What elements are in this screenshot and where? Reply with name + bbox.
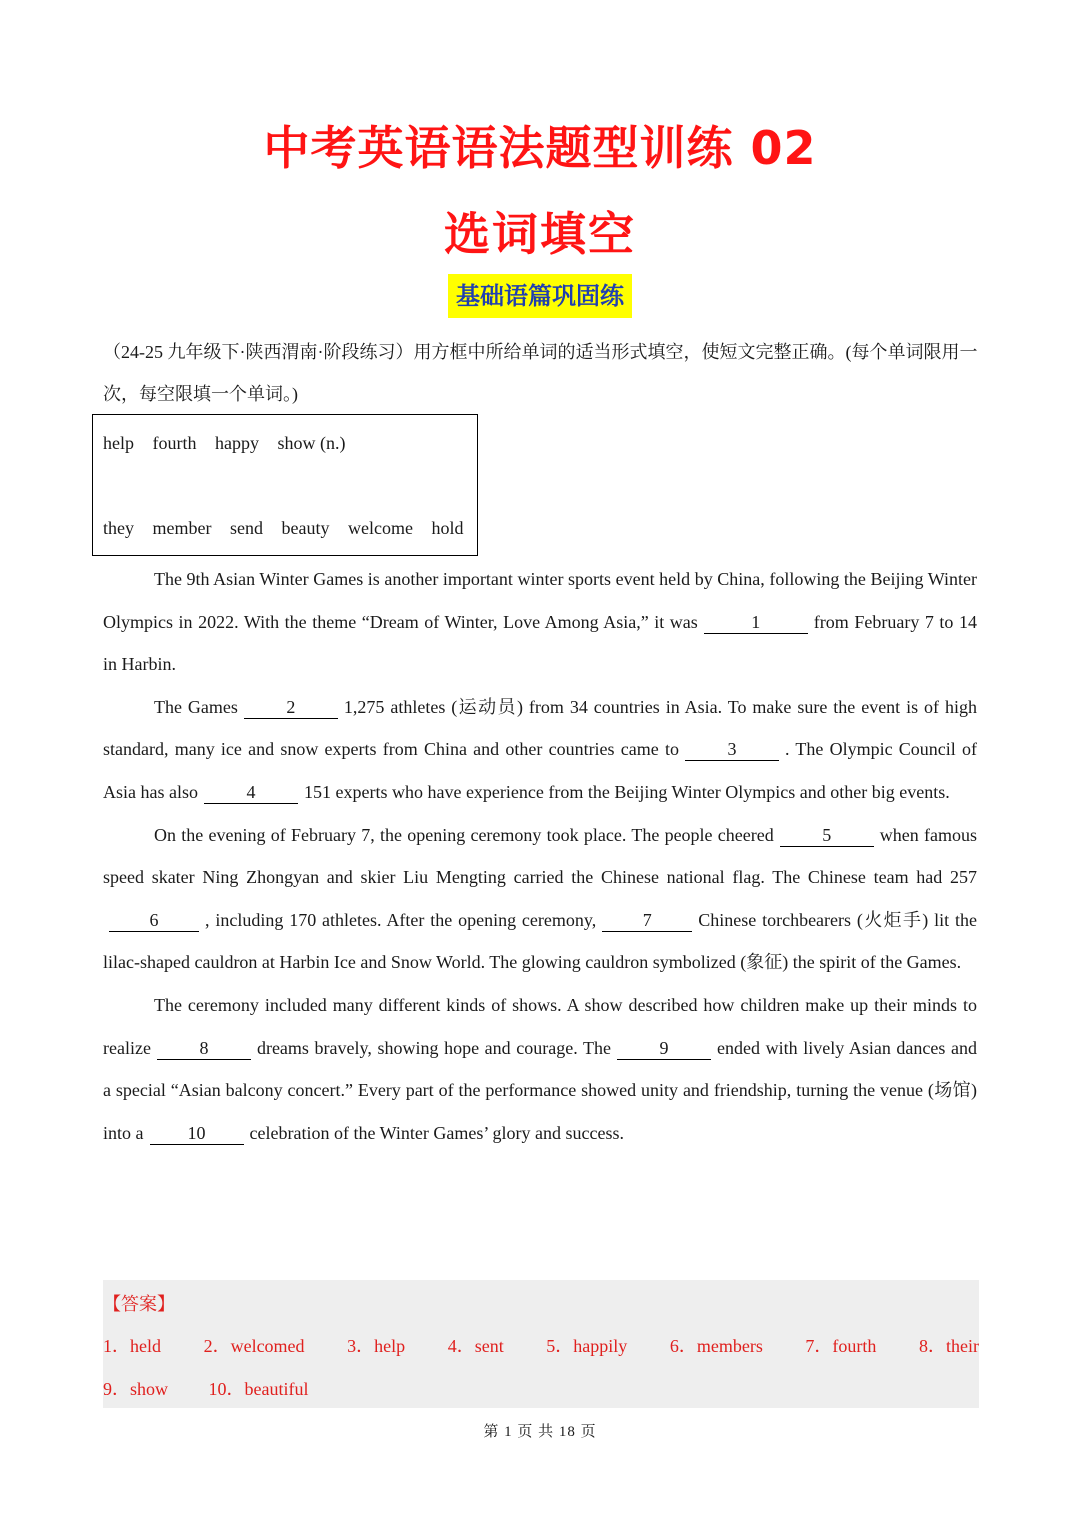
answer-row-2	[103, 1375, 345, 1401]
word-item: show (n.)	[277, 433, 346, 453]
answer-item: 7．fourth	[805, 1336, 877, 1356]
answer-item: 1．held	[103, 1336, 161, 1356]
passage-text: Chinese torchbearers (火炬手) lit the lilac-shaped cauldron at Harbin Ice and Snow World. The glowing cauldron symbolized (象征) the spirit of the Games.	[103, 909, 978, 973]
instructions: （24-25 九年级下·陕西渭南·阶段练习）用方框中所给单词的适当形式填空，使短文完整正确。(每个单词限用一次，每空限填一个单词。)	[103, 342, 978, 404]
answer-item: 8．their	[919, 1336, 979, 1356]
section-heading: 基础语篇巩固练	[448, 274, 632, 318]
word-item: help	[103, 433, 134, 453]
paragraph-1	[103, 558, 977, 686]
word-box-row-2	[103, 518, 477, 539]
blank-4[interactable]: 4	[204, 781, 298, 804]
word-item: fourth	[152, 433, 197, 453]
passage-text: celebration of the Winter Games’ glory and success.	[249, 1122, 624, 1143]
paragraph-4	[103, 984, 977, 1154]
answer-panel	[103, 1280, 979, 1408]
word-item: hold	[431, 518, 464, 538]
section-heading-wrap	[0, 274, 1080, 318]
passage-text: The ceremony included many different kinds of shows. A show described how children make up their minds to realize	[103, 994, 977, 1058]
blank-2[interactable]: 2	[244, 696, 338, 719]
passage-text: On the evening of February 7, the opening ceremony took place. The people cheered	[154, 824, 774, 845]
passage	[103, 558, 977, 1154]
passage-text: when famous speed skater Ning Zhongyan and skier Liu Mengting carried the Chinese national flag. The Chinese team had 257	[103, 824, 977, 888]
answer-row-1	[103, 1332, 979, 1358]
passage-text: , including 170 athletes. After the opening ceremony,	[205, 909, 597, 930]
page-subtitle: 选词填空	[444, 207, 636, 261]
passage-text: The 9th Asian Winter Games is another important winter sports event held by China, following the Beijing Winter Olympics in 2022. With the theme “Dream of Winter, Love Among Asia,” it was	[103, 569, 977, 632]
word-item: welcome	[347, 518, 413, 538]
word-box	[92, 414, 478, 556]
answer-item: 9．show	[103, 1379, 169, 1399]
answer-item: 3．help	[347, 1336, 406, 1356]
word-item: happy	[215, 433, 259, 453]
passage-text: . The Olympic Council of Asia has also	[103, 739, 977, 802]
passage-text: The Games	[154, 696, 238, 717]
paragraph-3	[103, 814, 977, 984]
page-footer: 第 1 页 共 18 页	[483, 1424, 597, 1440]
answer-item: 5．happily	[546, 1336, 628, 1356]
answer-item: 2．welcomed	[203, 1336, 305, 1356]
word-item: member	[152, 518, 212, 538]
blank-6[interactable]: 6	[109, 909, 199, 932]
answer-item: 6．members	[669, 1336, 763, 1356]
blank-10[interactable]: 10	[150, 1122, 244, 1145]
word-item: they	[103, 518, 134, 538]
passage-text: 151 experts who have experience from the Beijing Winter Olympics and other big events.	[303, 781, 950, 802]
answer-item: 10．beautiful	[208, 1379, 309, 1399]
blank-9[interactable]: 9	[617, 1037, 711, 1060]
blank-1[interactable]: 1	[704, 611, 808, 634]
blank-7[interactable]: 7	[602, 909, 692, 932]
word-item: send	[229, 518, 263, 538]
passage-text: from February 7 to 14 in Harbin.	[103, 611, 977, 675]
answer-item: 4．sent	[447, 1336, 504, 1356]
page-title: 中考英语语法题型训练 02	[263, 121, 817, 175]
answer-label: 【答案】	[103, 1294, 175, 1314]
blank-5[interactable]: 5	[780, 824, 874, 847]
passage-text: dreams bravely, showing hope and courage. The	[256, 1037, 612, 1058]
word-box-row-1	[103, 433, 360, 454]
blank-3[interactable]: 3	[685, 738, 779, 761]
passage-text: 1,275 athletes (运动员) from 34 countries in Asia. To make sure the event is of high standard, many ice and snow experts from China and other countries came to	[103, 696, 977, 760]
paragraph-2	[103, 686, 977, 814]
blank-8[interactable]: 8	[157, 1037, 251, 1060]
word-item: beauty	[281, 518, 330, 538]
passage-text: ended with lively Asian dances and a special “Asian balcony concert.” Every part of the performance showed unity and friendship, turning the venue (场馆) into a	[103, 1037, 978, 1143]
